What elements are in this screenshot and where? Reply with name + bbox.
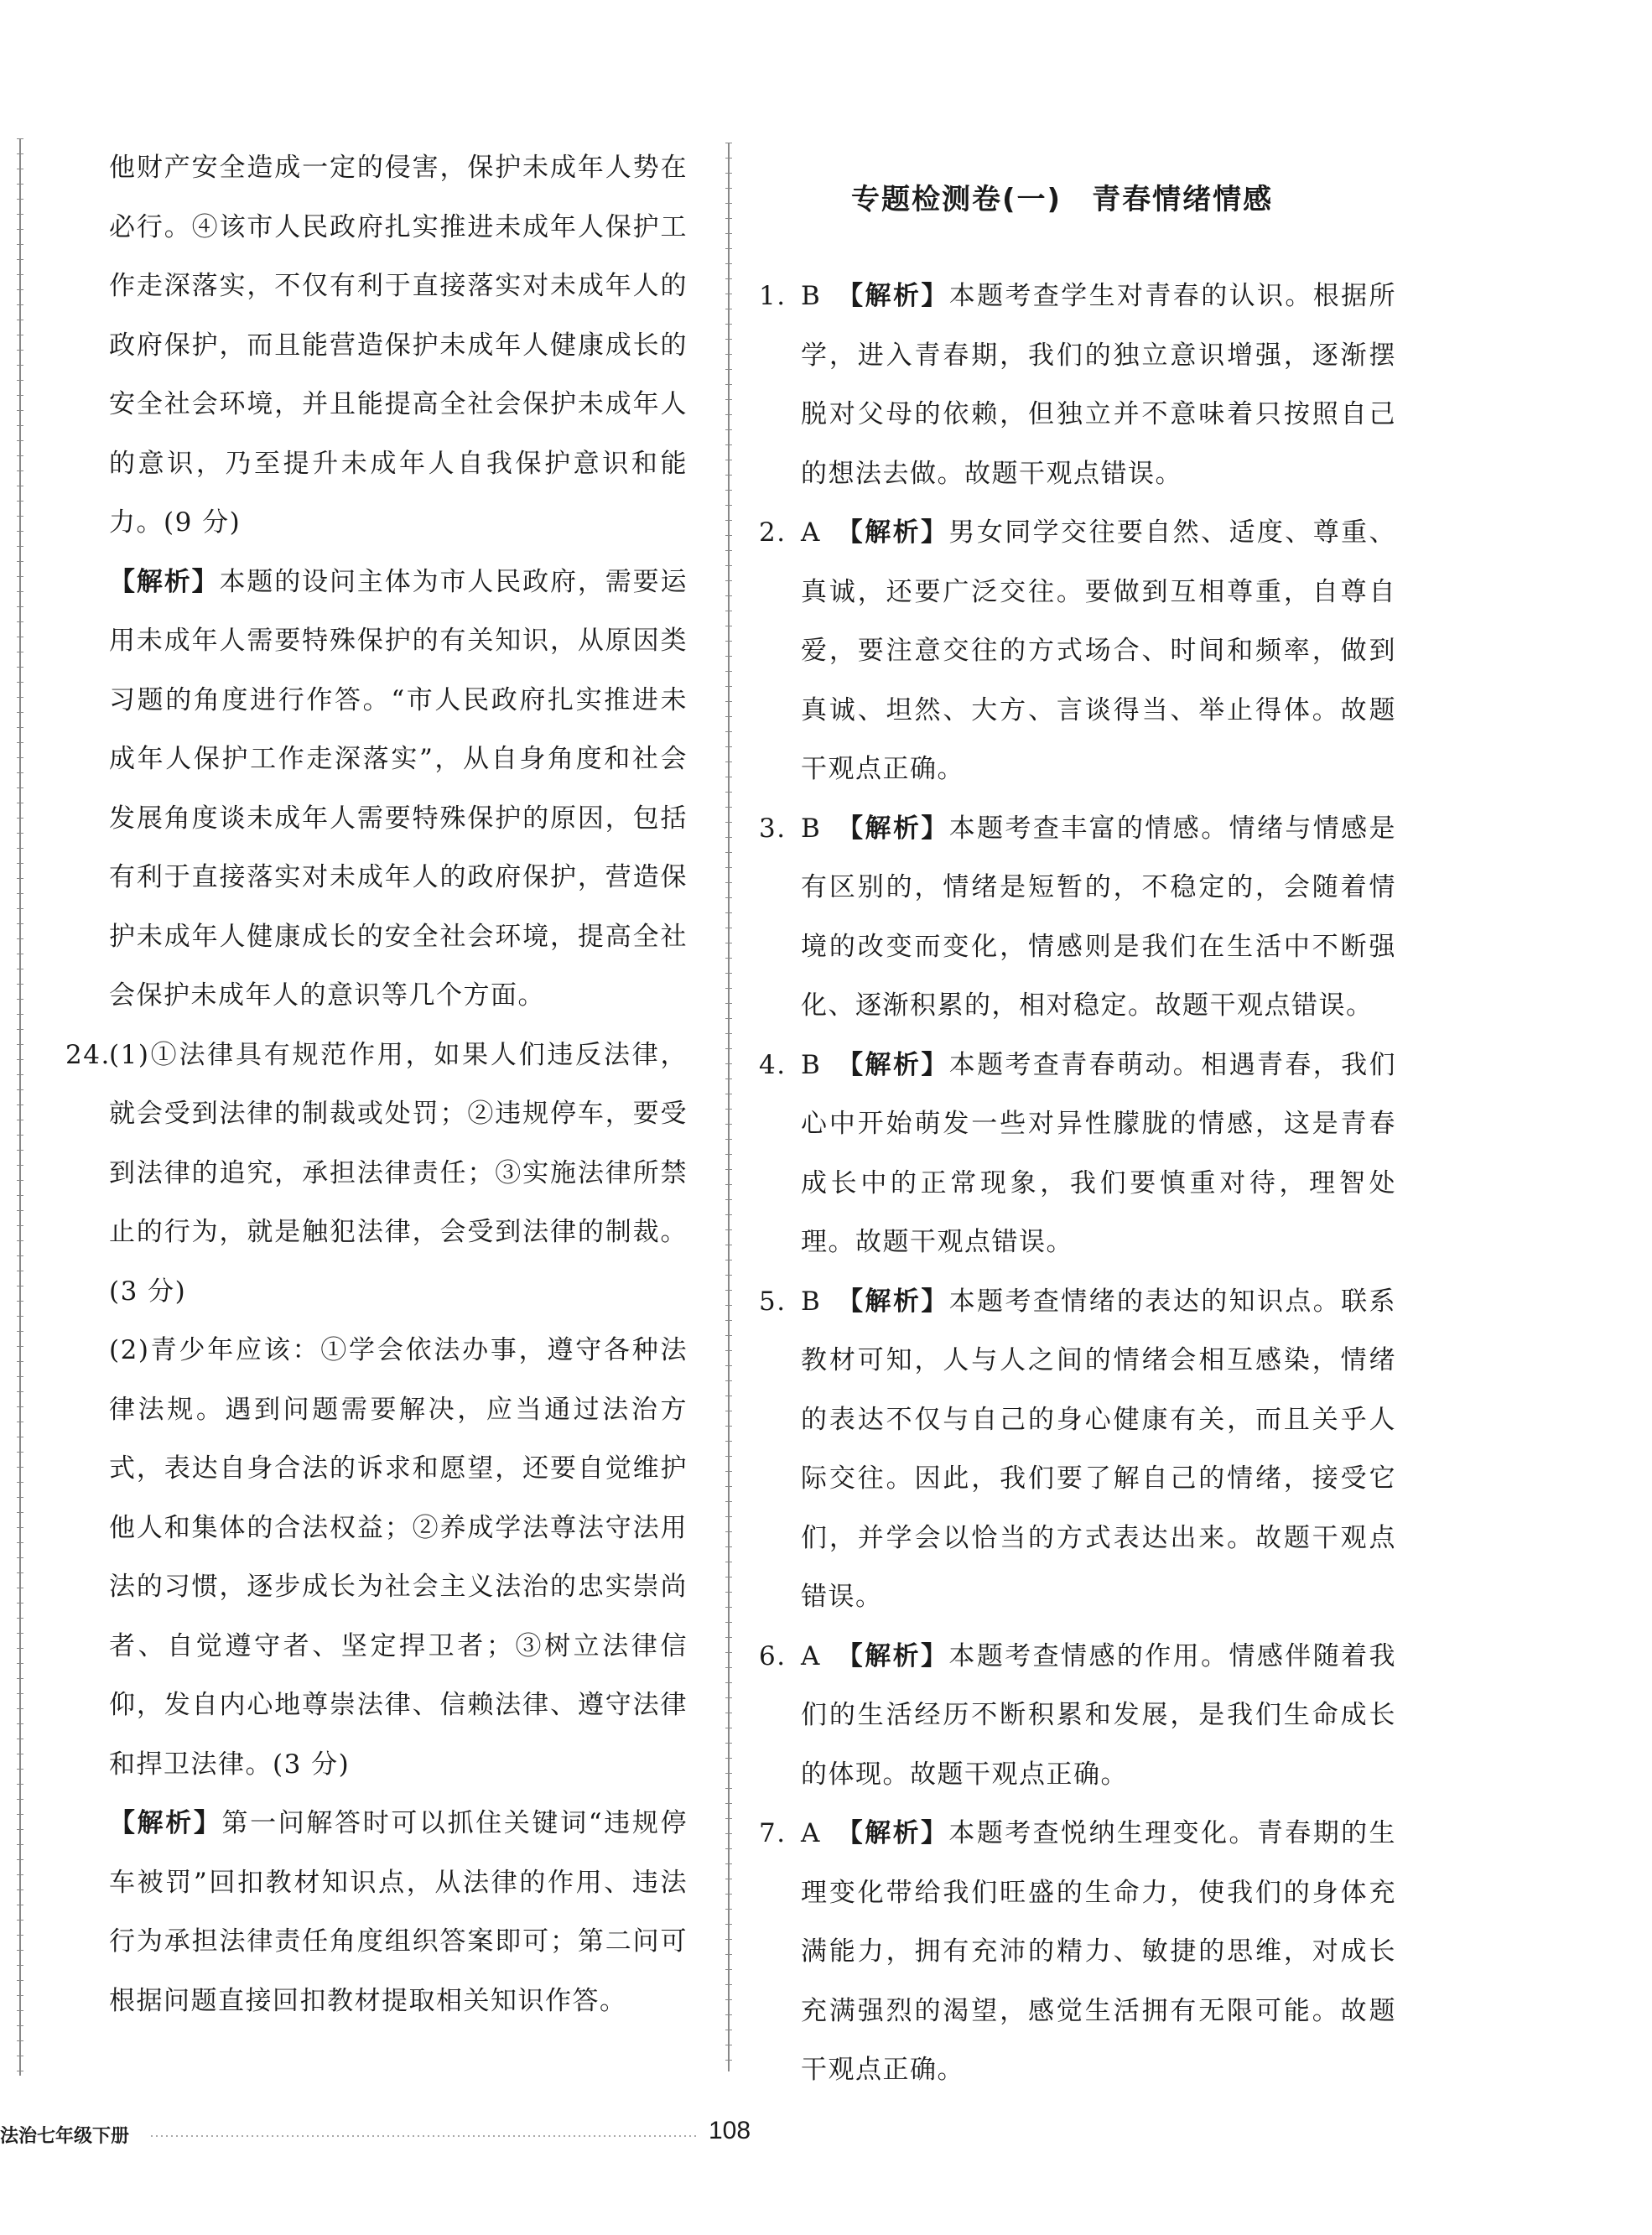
analysis-text: 本题的设问主体为市人民政府，需要运用未成年人需要特殊保护的有关知识，从原因类习题的角度进行作答。“市人民政府扎实推进未成年人保护工作走深落实”，从自身角度和社会发展角度谈未成年人需要特殊保护的原因，包括有利于直接落实对未成年人的政府保护，营造保护未成年人健康成长的安全社会环境，提高全社会保护未成年人的意识等几个方面。 (109, 566, 688, 1011)
analysis-text: 本题考查青春萌动。相遇青春，我们心中开始萌发一些对异性朦胧的情感，这是青春成长中的正常现象，我们要慎重对待，理智处理。故题干观点错误。 (801, 1049, 1397, 1257)
q24-part2: (2)青少年应该：①学会依法办事，遵守各种法律法规。遇到问题需要解决，应当通过法治方式，表达自身合法的诉求和愿望，还要自觉维护他人和集体的合法权益；②养成学法尊法守法用法的习惯，逐步成长为社会主义法治的忠实崇尚者、自觉遵守者、坚定捍卫者；③树立法律信仰，发自内心地尊崇法律、信赖法律、遵守法律和捍卫法律。(3 分) (109, 1335, 688, 1780)
footer-book-title: 法治七年级下册 (0, 2126, 130, 2147)
analysis-tag: 【解析】 (836, 281, 949, 311)
analysis-text: 本题考查情感的作用。情感伴随着我们的生活经历不断积累和发展，是我们生命成长的体现。故题干观点正确。 (801, 1640, 1397, 1790)
analysis-text: 第一问解答时可以抓住关键词“违规停车被罚”回扣教材知识点，从法律的作用、违法行为承担法律责任角度组织答案即可；第二问可根据问题直接回扣教材提取相关知识作答。 (109, 1808, 688, 2016)
item-text (801, 799, 1396, 1036)
item-number: 1. (759, 281, 787, 311)
answer-paragraph: 他财产安全造成一定的侵害，保护未成年人势在必行。④该市人民政府扎实推进未成年人保护工作走深落实，不仅有利于直接落实对未成年人的政府保护，而且能营造保护未成年人健康成长的安全社会环境，并且能提高全社会保护未成年人的意识，乃至提升未成年人自我保护意识和能力。(9 分) (109, 153, 688, 538)
item-text (801, 503, 1396, 799)
column-divider (725, 143, 732, 2071)
binding-margin-line (17, 138, 23, 2076)
section-title: 专题检测卷(一) 青春情绪情感 (851, 183, 1274, 216)
q24-analysis (109, 1794, 688, 2030)
item-number: 4. (759, 1049, 787, 1080)
answer-item (759, 1272, 1396, 1627)
analysis-text: 本题考查学生对青春的认识。根据所学，进入青春期，我们的独立意识增强，逐渐摆脱对父母的依赖，但独立并不意味着只按照自己的想法去做。故题干观点错误。 (801, 281, 1397, 489)
analysis-paragraph (109, 553, 688, 1026)
item-number: 7. (759, 1818, 787, 1848)
analysis-tag: 【解析】 (836, 1049, 949, 1080)
answer-item (759, 1804, 1396, 2100)
item-answer: A (801, 517, 821, 548)
question-24 (65, 1026, 688, 1322)
item-answer: B (801, 281, 822, 311)
item-answer: B (801, 1286, 822, 1317)
analysis-text: 本题考查情绪的表达的知识点。联系教材可知，人与人之间的情绪会相互感染，情绪的表达不仅与自己的身心健康有关，而且关乎人际交往。因此，我们要了解自己的情绪，接受它们，并学会以恰当的方式表达出来。故题干观点错误。 (801, 1286, 1397, 1612)
item-answer: B (801, 813, 822, 844)
item-text (801, 1272, 1396, 1627)
q24-part1: (1)①法律具有规范作用，如果人们违反法律，就会受到法律的制裁或处罚；②违规停车，要受到法律的追究，承担法律责任；③实施法律所禁止的行为，就是触犯法律，会受到法律的制裁。(3 分) (109, 1039, 688, 1307)
answer-item (759, 503, 1396, 799)
item-number: 2. (759, 517, 787, 548)
analysis-text: 男女同学交往要自然、适度、尊重、真诚，还要广泛交往。要做到互相尊重，自尊自爱，要注意交往的方式场合、时间和频率，做到真诚、坦然、大方、言谈得当、举止得体。故题干观点正确。 (801, 517, 1397, 784)
analysis-tag: 【解析】 (836, 813, 949, 844)
right-column (759, 267, 1396, 2100)
answer-item (759, 1036, 1396, 1272)
answer-item (759, 799, 1396, 1036)
analysis-tag: 【解析】 (109, 566, 220, 597)
analysis-tag: 【解析】 (836, 1286, 949, 1317)
item-text (801, 267, 1396, 503)
analysis-tag: 【解析】 (835, 1818, 949, 1848)
item-text (801, 1036, 1396, 1272)
item-number: 5. (759, 1286, 787, 1317)
item-text (801, 1627, 1396, 1805)
analysis-tag: 【解析】 (835, 517, 949, 548)
left-column (65, 138, 688, 2030)
analysis-tag: 【解析】 (109, 1808, 222, 1838)
item-answer: A (801, 1640, 821, 1671)
page-number: 108 (709, 2117, 751, 2144)
analysis-tag: 【解析】 (835, 1640, 949, 1671)
item-number: 6. (759, 1640, 787, 1671)
analysis-text: 本题考查丰富的情感。情绪与情感是有区别的，情绪是短暂的，不稳定的，会随着情境的改变而变化，情感则是我们在生活中不断强化、逐渐积累的，相对稳定。故题干观点错误。 (801, 813, 1397, 1021)
analysis-text: 本题考查悦纳生理变化。青春期的生理变化带给我们旺盛的生命力，使我们的身体充满能力，拥有充沛的精力、敏捷的思维，对成长充满强烈的渴望，感觉生活拥有无限可能。故题干观点正确。 (801, 1818, 1397, 2085)
item-text (801, 1804, 1396, 2100)
answer-item (759, 1627, 1396, 1805)
answer-item (759, 267, 1396, 503)
item-answer: B (801, 1049, 822, 1080)
item-number: 3. (759, 813, 787, 844)
item-answer: A (801, 1818, 821, 1848)
footer-dotted-rule (151, 2135, 696, 2137)
question-number: 24. (65, 1039, 111, 1070)
